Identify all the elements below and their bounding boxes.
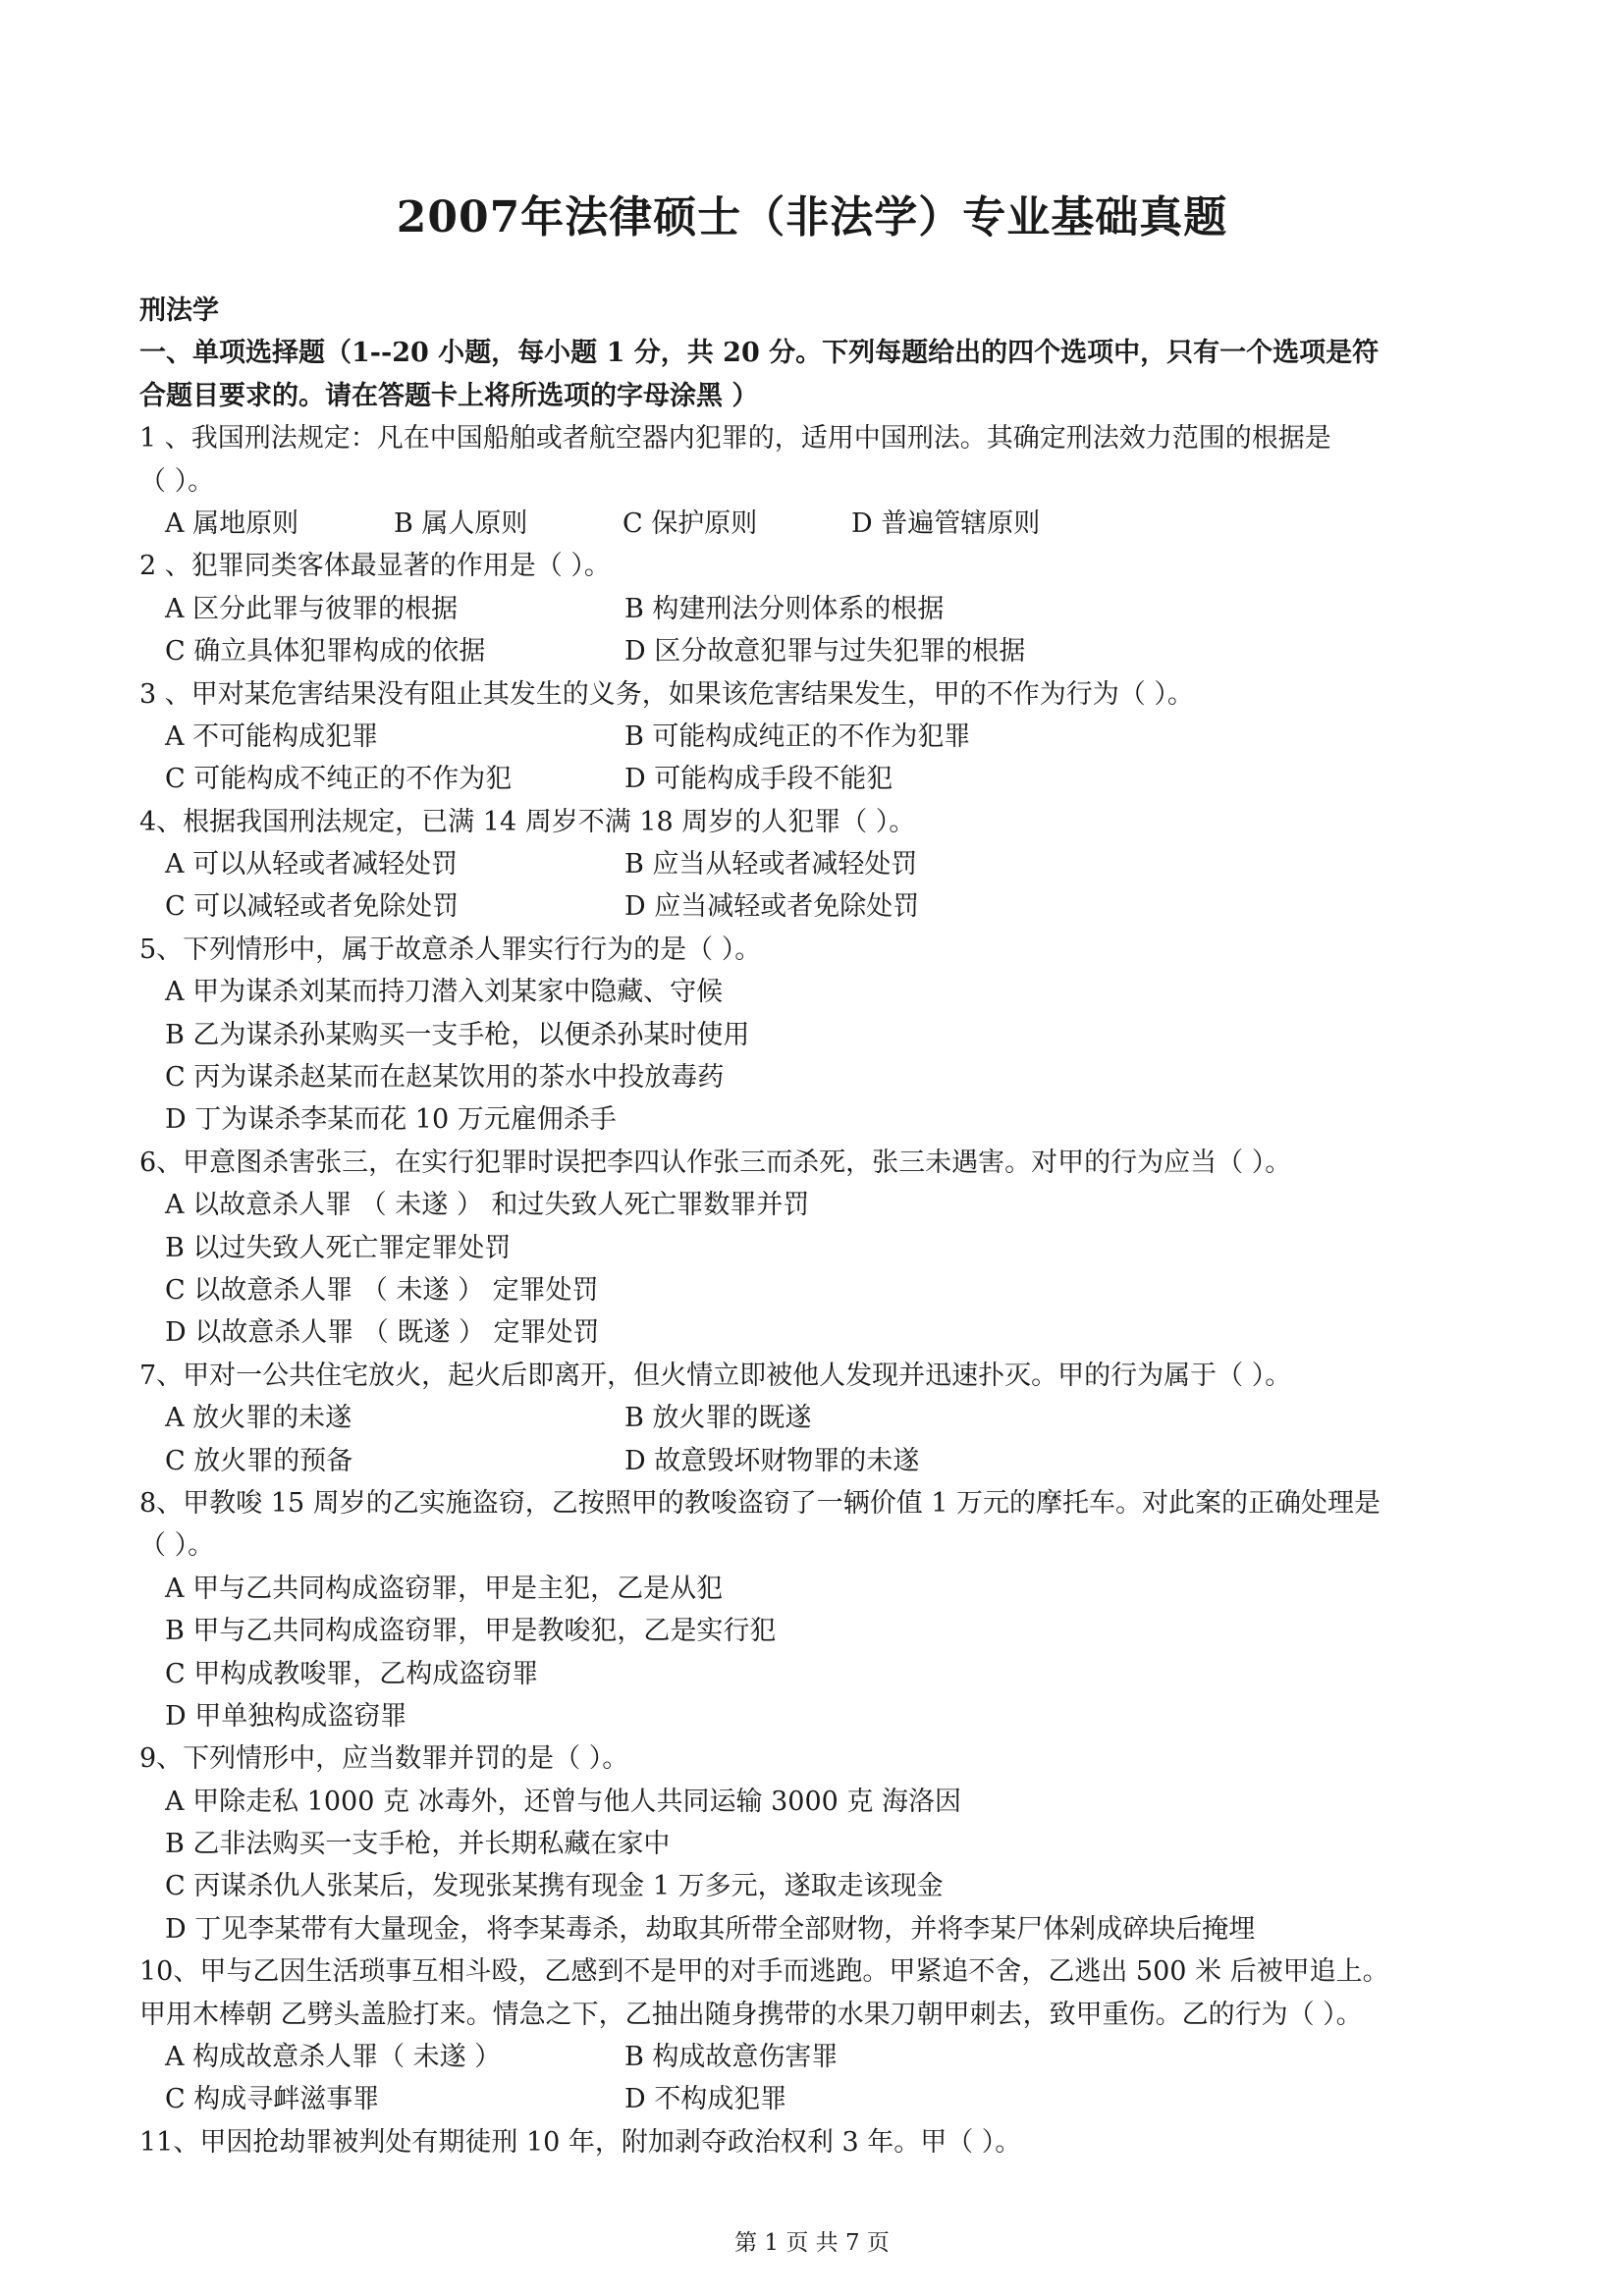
option-c: C 可以减轻或者免除处罚: [165, 891, 460, 923]
option-a: A 甲与乙共同构成盗窃罪，甲是主犯，乙是从犯: [165, 1573, 724, 1604]
option-d: D 区分故意犯罪与过失犯罪的根据: [624, 636, 1026, 667]
question-9: [139, 1737, 1494, 1950]
option-c: C 放火罪的预备: [165, 1445, 353, 1476]
option-b: B 属人原则: [394, 507, 528, 539]
question-stem: 10、甲与乙因生活琐事互相斗殴，乙感到不是甲的对手而逃跑。甲紧追不舍，乙逃出 500 米 后被甲追上。: [139, 1956, 1389, 1988]
option-a: A 构成故意杀人罪（ 未遂 ）: [165, 2042, 502, 2073]
question-8: [139, 1482, 1494, 1737]
option-d: D 普遍管辖原则: [851, 507, 1041, 539]
options-row: [139, 588, 1494, 630]
question-stem-cont: （ ）。: [139, 465, 215, 497]
page-title: 2007年法律硕士（非法学）专业基础真题: [396, 192, 1228, 242]
option-b: B 乙为谋杀孙某购买一支手枪，以便杀孙某时使用: [165, 1019, 750, 1050]
option-d: D 丁为谋杀李某而花 10 万元雇佣杀手: [165, 1104, 617, 1136]
option-b: B 甲与乙共同构成盗窃罪，甲是教唆犯，乙是实行犯: [165, 1616, 777, 1647]
question-7: [139, 1355, 1494, 1482]
options-row: [139, 630, 1494, 672]
option-a: A 甲为谋杀刘某而持刀潜入刘某家中隐藏、守候: [165, 977, 724, 1008]
question-stem: 8、甲教唆 15 周岁的乙实施盗窃，乙按照甲的教唆盗窃了一辆价值 1 万元的摩托车。对此案的正确处理是: [139, 1487, 1381, 1519]
question-11: [139, 2121, 1494, 2163]
options-row: [139, 2036, 1494, 2078]
option-a: A 不可能构成犯罪: [165, 721, 379, 752]
option-c: C 确立具体犯罪构成的依据: [165, 636, 486, 667]
question-stem: 6、甲意图杀害张三，在实行犯罪时误把李四认作张三而杀死，张三未遇害。对甲的行为应当（ ）。: [139, 1147, 1292, 1178]
option-b: B 应当从轻或者减轻处罚: [624, 849, 918, 881]
option-d: D 甲单独构成盗窃罪: [165, 1700, 407, 1732]
option-c: C 可能构成不纯正的不作为犯: [165, 764, 513, 795]
option-b: B 以过失致人死亡罪定罪处罚: [165, 1232, 512, 1263]
question-stem: 2 、犯罪同类客体最显著的作用是（ ）。: [139, 551, 611, 582]
option-c: C 保护原则: [623, 507, 758, 539]
question-stem: 4、根据我国刑法规定，已满 14 周岁不满 18 周岁的人犯罪（ ）。: [139, 806, 916, 837]
option-a: A 区分此罪与彼罪的根据: [165, 593, 459, 624]
option-d: D 丁见李某带有大量现金，将李某毒杀，劫取其所带全部财物，并将李某尸体剁成碎块后掩埋: [165, 1913, 1256, 1945]
question-stem-cont: （ ）。: [139, 1530, 215, 1562]
option-c: C 丙谋杀仇人张某后，发现张某携有现金 1 万多元，遂取走该现金: [165, 1871, 944, 1902]
option-c: C 构成寻衅滋事罪: [165, 2084, 380, 2115]
option-d: D 可能构成手段不能犯: [624, 764, 893, 795]
option-c: C 甲构成教唆罪，乙构成盗窃罪: [165, 1658, 539, 1689]
option-c: C 以故意杀人罪 （ 未遂 ） 定罪处罚: [165, 1274, 599, 1306]
question-2: [139, 545, 1494, 672]
option-d: D 故意毁坏财物罪的未遂: [624, 1445, 920, 1476]
question-5: [139, 929, 1494, 1142]
question-stem: 7、甲对一公共住宅放火，起火后即离开，但火情立即被他人发现并迅速扑灭。甲的行为属于（ ）。: [139, 1360, 1292, 1391]
question-10: [139, 1950, 1494, 2121]
question-stem: 3 、甲对某危害结果没有阻止其发生的义务，如果该危害结果发生，甲的不作为行为（ ）。: [139, 678, 1194, 710]
section-heading-line-2: 合题目要求的。请在答题卡上将所选项的字母涂黑 ）: [139, 380, 759, 411]
exam-content: [139, 290, 1494, 2163]
question-stem: 5、下列情形中，属于故意杀人罪实行行为的是（ ）。: [139, 934, 762, 965]
question-stem: 9、下列情形中，应当数罪并罚的是（ ）。: [139, 1743, 629, 1775]
options-row: [139, 503, 1494, 545]
question-4: [139, 801, 1494, 929]
option-a: A 以故意杀人罪 （ 未遂 ） 和过失致人死亡罪数罪并罚: [165, 1190, 810, 1221]
question-1: [139, 417, 1494, 545]
page-footer: 第 1 页 共 7 页: [734, 2230, 890, 2256]
options-row: [139, 843, 1494, 885]
option-a: A 甲除走私 1000 克 冰毒外，还曾与他人共同运输 3000 克 海洛因: [165, 1786, 962, 1817]
options-row: [139, 716, 1494, 758]
option-d: D 应当减轻或者免除处罚: [624, 891, 920, 923]
option-d: D 不构成犯罪: [624, 2084, 787, 2115]
question-stem: 1 、我国刑法规定：凡在中国船舶或者航空器内犯罪的，适用中国刑法。其确定刑法效力范围的根据是: [139, 423, 1331, 454]
option-a: A 放火罪的未遂: [165, 1403, 352, 1434]
options-row: [139, 758, 1494, 800]
options-row: [139, 1397, 1494, 1439]
option-c: C 丙为谋杀赵某而在赵某饮用的茶水中投放毒药: [165, 1062, 725, 1094]
option-b: B 可能构成纯正的不作为犯罪: [624, 721, 971, 752]
option-b: B 乙非法购买一支手枪，并长期私藏在家中: [165, 1829, 671, 1860]
option-b: B 放火罪的既遂: [624, 1403, 812, 1434]
option-a: A 可以从轻或者减轻处罚: [165, 849, 459, 881]
subject-heading: 刑法学: [139, 295, 219, 326]
options-row: [139, 2078, 1494, 2120]
question-stem-cont: 甲用木棒朝 乙劈头盖脸打来。情急之下，乙抽出随身携带的水果刀朝甲刺去，致甲重伤。乙的行为（ ）。: [139, 1999, 1363, 2030]
option-a: A 属地原则: [165, 507, 299, 539]
question-6: [139, 1142, 1494, 1355]
option-b: B 构建刑法分则体系的根据: [624, 593, 945, 624]
options-row: [139, 885, 1494, 928]
question-stem: 11、甲因抢劫罪被判处有期徒刑 10 年，附加剥夺政治权利 3 年。甲（ ）。: [139, 2126, 1022, 2158]
options-row: [139, 1440, 1494, 1482]
option-b: B 构成故意伤害罪: [624, 2042, 839, 2073]
question-3: [139, 673, 1494, 801]
option-d: D 以故意杀人罪 （ 既遂 ） 定罪处罚: [165, 1317, 600, 1349]
section-heading-line-1: 一、单项选择题（1--20 小题，每小题 1 分，共 20 分。下列每题给出的四个选项中，只有一个选项是符: [139, 338, 1380, 369]
